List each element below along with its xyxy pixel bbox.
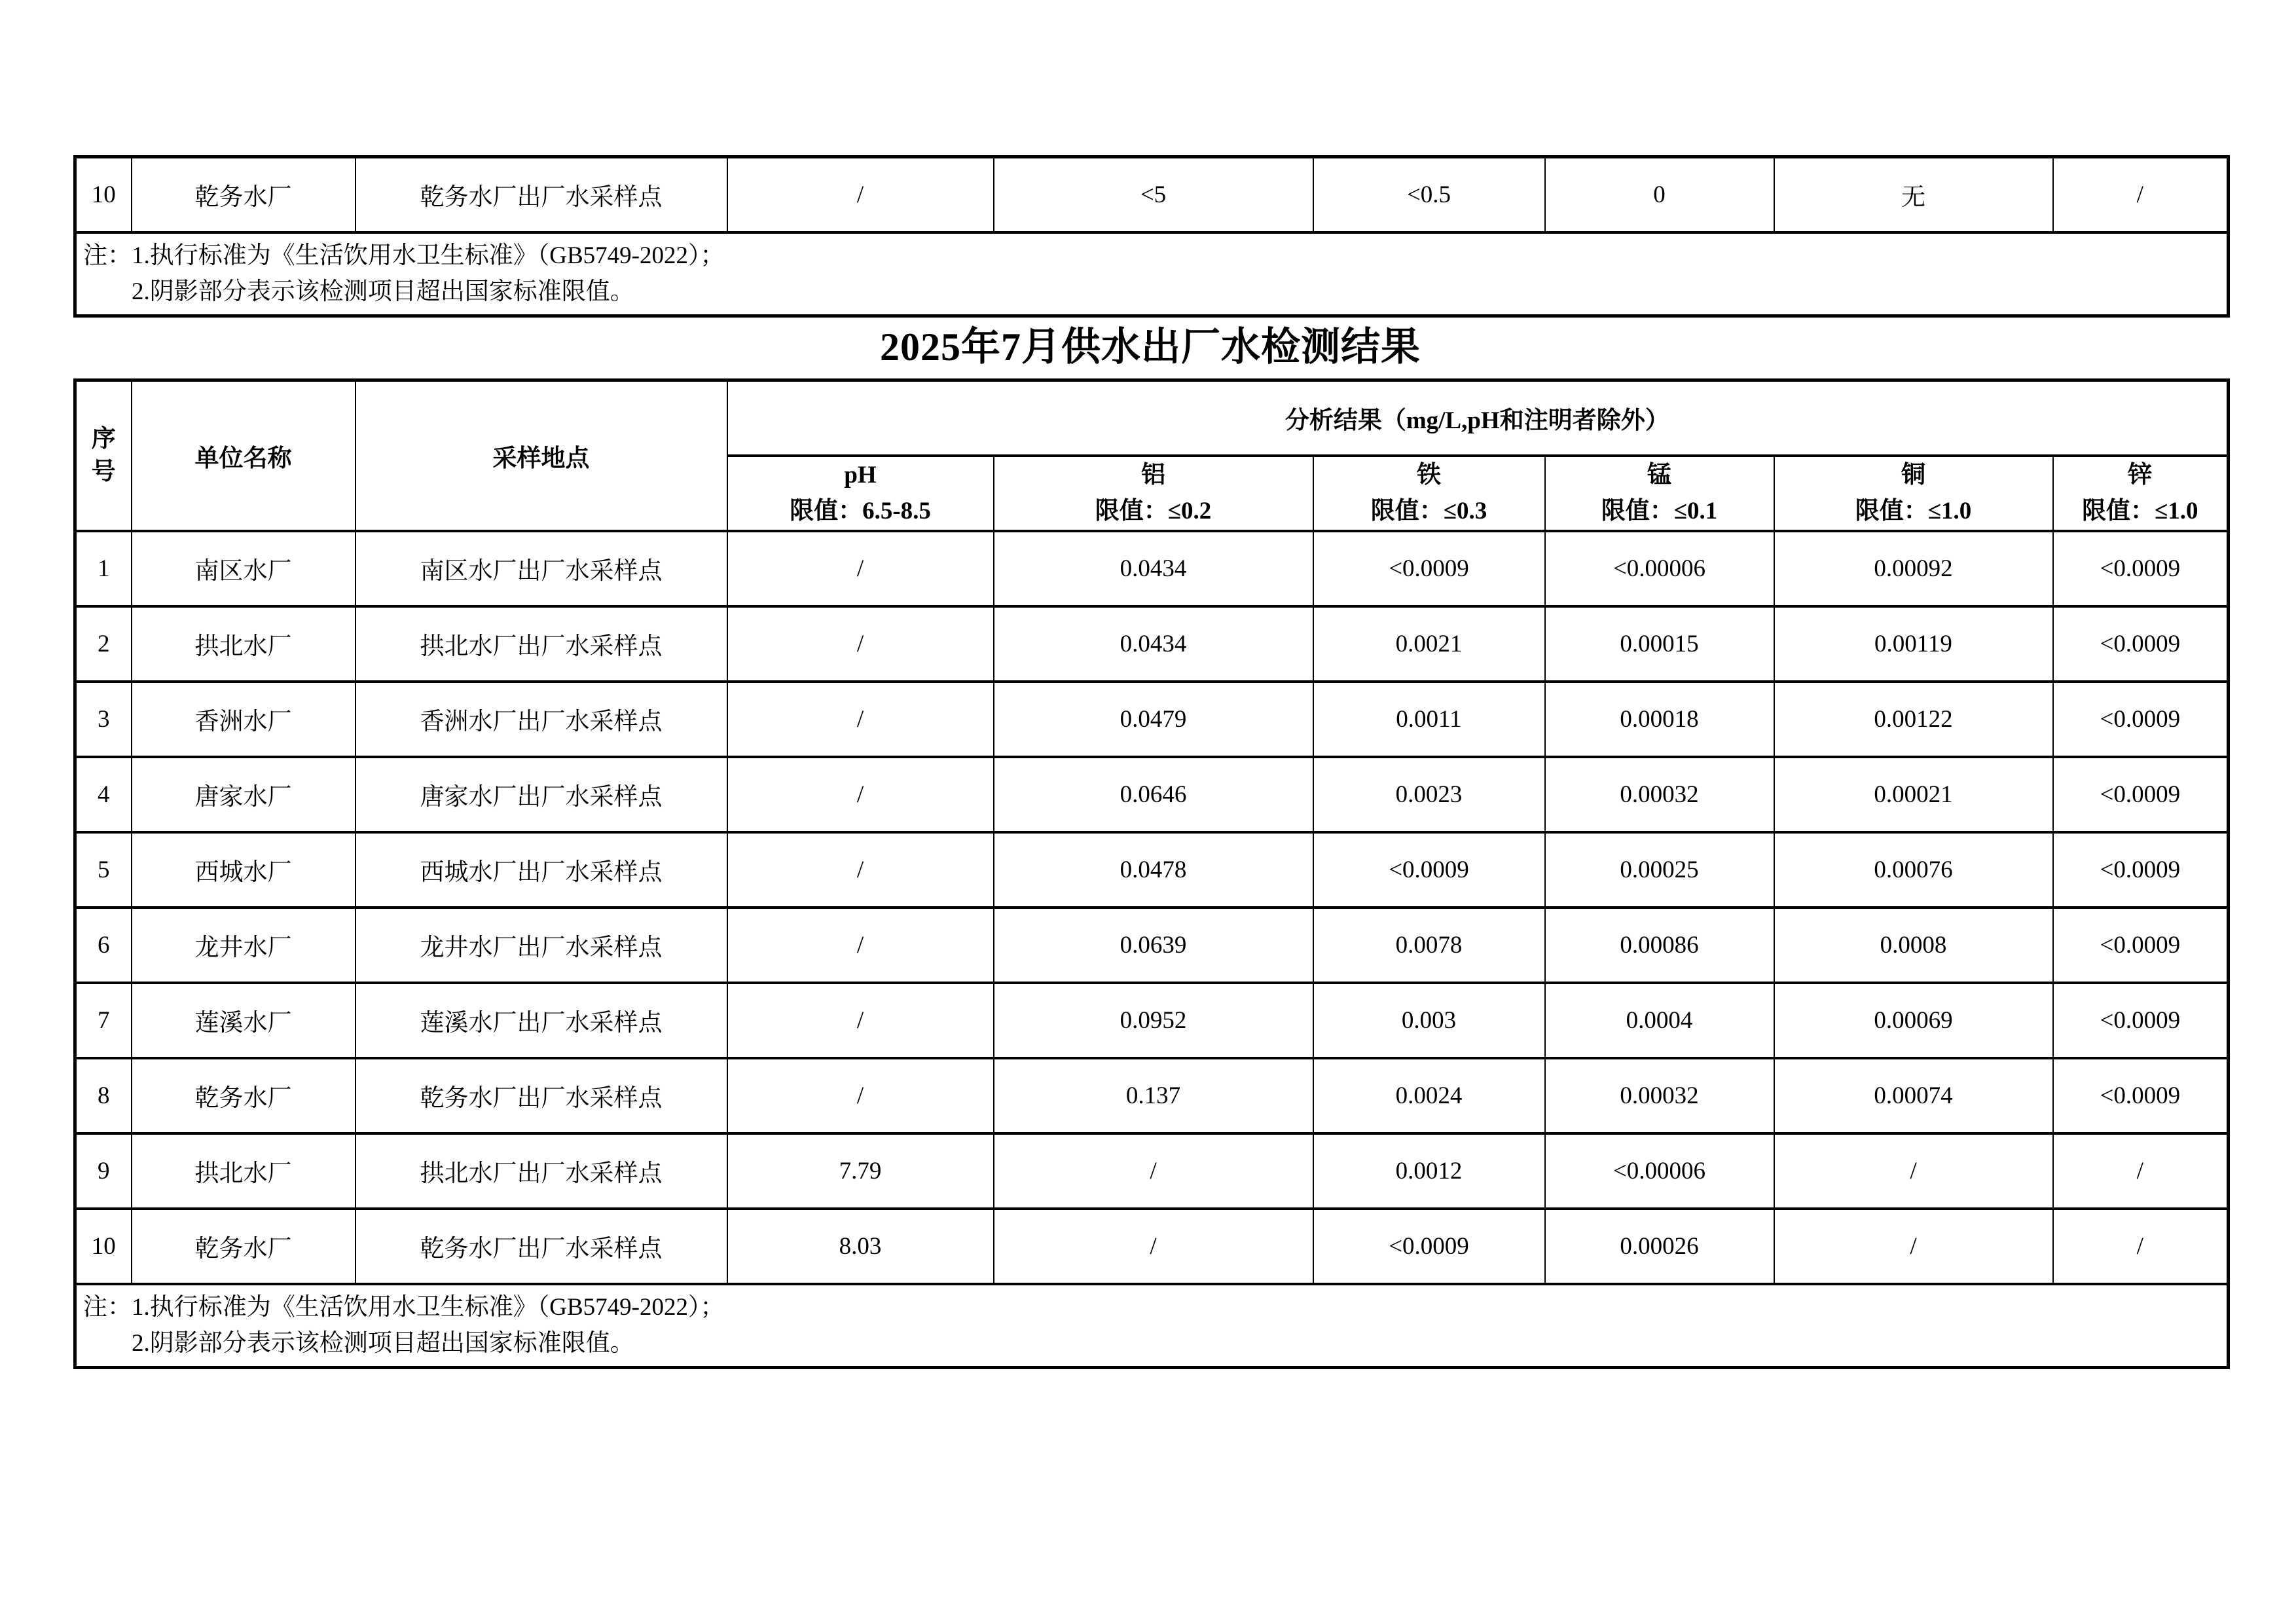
note-line-1: 注：1.执行标准为《生活饮用水卫生标准》（GB5749-2022）； xyxy=(83,1293,725,1321)
cell-copper-value: 0.00021 xyxy=(1774,757,2053,832)
header-row-number xyxy=(75,380,132,531)
cell-copper-value: 0.00076 xyxy=(1774,832,2053,908)
cell-manganese-value: 0.00025 xyxy=(1545,832,1774,908)
cell-row-number: 1 xyxy=(75,531,132,606)
cell-value: <0.5 xyxy=(1313,157,1545,232)
table-row xyxy=(75,908,2229,983)
cell-ph-value: / xyxy=(727,908,994,983)
results-table xyxy=(73,378,2230,1369)
cell-manganese-value: 0.00015 xyxy=(1545,606,1774,682)
cell-copper-value: 0.00122 xyxy=(1774,682,2053,757)
cell-sampling-site: 莲溪水厂出厂水采样点 xyxy=(355,983,727,1058)
cell-sampling-site: 拱北水厂出厂水采样点 xyxy=(355,1133,727,1209)
cell-aluminum-value: 0.0478 xyxy=(994,832,1313,908)
cell-copper-value: / xyxy=(1774,1209,2053,1284)
table-note xyxy=(75,232,2229,316)
cell-zinc-value: <0.0009 xyxy=(2053,757,2229,832)
cell-copper-value: 0.00119 xyxy=(1774,606,2053,682)
param-name: 锰 xyxy=(1647,461,1671,488)
cell-unit-name: 乾务水厂 xyxy=(132,1209,355,1284)
cell-manganese-value: 0.00032 xyxy=(1545,1058,1774,1133)
cell-zinc-value: / xyxy=(2053,1133,2229,1209)
cell-zinc-value: <0.0009 xyxy=(2053,832,2229,908)
cell-aluminum-value: 0.0952 xyxy=(994,983,1313,1058)
cell-row-number: 5 xyxy=(75,832,132,908)
cell-ph-value: / xyxy=(727,983,994,1058)
cell-ph-value: 8.03 xyxy=(727,1209,994,1284)
cell-copper-value: 0.00069 xyxy=(1774,983,2053,1058)
cell-iron-value: <0.0009 xyxy=(1313,1209,1545,1284)
cell-row-number: 6 xyxy=(75,908,132,983)
cell-ph-value: / xyxy=(727,1058,994,1133)
cell-sampling-site: 香洲水厂出厂水采样点 xyxy=(355,682,727,757)
cell-unit-name: 南区水厂 xyxy=(132,531,355,606)
param-limit: 限值：≤0.3 xyxy=(1370,498,1487,524)
header-sampling-site: 采样地点 xyxy=(355,380,727,531)
cell-row-number: 10 xyxy=(75,1209,132,1284)
table-row xyxy=(75,983,2229,1058)
previous-table-continuation xyxy=(73,155,2230,318)
cell-iron-value: 0.0011 xyxy=(1313,682,1545,757)
page-title: 2025年7月供水出厂水检测结果 xyxy=(880,325,1421,369)
cell-aluminum-value: 0.0434 xyxy=(994,531,1313,606)
cell-row-number: 7 xyxy=(75,983,132,1058)
cell-sampling-site: 龙井水厂出厂水采样点 xyxy=(355,908,727,983)
cell-ph-value: / xyxy=(727,757,994,832)
cell-unit-name: 乾务水厂 xyxy=(132,157,355,232)
cell-iron-value: 0.0024 xyxy=(1313,1058,1545,1133)
cell-zinc-value: <0.0009 xyxy=(2053,606,2229,682)
cell-unit-name: 龙井水厂 xyxy=(132,908,355,983)
cell-copper-value: / xyxy=(1774,1133,2053,1209)
cell-value: / xyxy=(727,157,994,232)
cell-value: 无 xyxy=(1774,157,2053,232)
header-param-zinc xyxy=(2053,456,2229,531)
table-row xyxy=(75,531,2229,606)
cell-manganese-value: <0.00006 xyxy=(1545,531,1774,606)
table-row xyxy=(75,1209,2229,1284)
cell-zinc-value: / xyxy=(2053,1209,2229,1284)
table-row xyxy=(75,682,2229,757)
cell-aluminum-value: 0.0479 xyxy=(994,682,1313,757)
header-param-ph xyxy=(727,456,994,531)
cell-unit-name: 莲溪水厂 xyxy=(132,983,355,1058)
cell-copper-value: 0.00074 xyxy=(1774,1058,2053,1133)
param-limit: 限值：≤0.1 xyxy=(1601,498,1718,524)
cell-row-number: 9 xyxy=(75,1133,132,1209)
table-row xyxy=(75,757,2229,832)
cell-aluminum-value: 0.137 xyxy=(994,1058,1313,1133)
cell-value: 0 xyxy=(1545,157,1774,232)
cell-iron-value: 0.0012 xyxy=(1313,1133,1545,1209)
cell-manganese-value: 0.00026 xyxy=(1545,1209,1774,1284)
note-line-2: 2.阴影部分表示该检测项目超出国家标准限值。 xyxy=(132,1330,634,1357)
table-note-row xyxy=(75,1284,2229,1368)
cell-row-number: 10 xyxy=(75,157,132,232)
cell-zinc-value: <0.0009 xyxy=(2053,531,2229,606)
cell-aluminum-value: 0.0639 xyxy=(994,908,1313,983)
header-param-iron xyxy=(1313,456,1545,531)
header-param-copper xyxy=(1774,456,2053,531)
cell-unit-name: 拱北水厂 xyxy=(132,606,355,682)
param-name: 铁 xyxy=(1417,461,1441,488)
table-row xyxy=(75,832,2229,908)
cell-sampling-site: 乾务水厂出厂水采样点 xyxy=(355,1209,727,1284)
cell-sampling-site: 唐家水厂出厂水采样点 xyxy=(355,757,727,832)
cell-ph-value: / xyxy=(727,531,994,606)
cell-iron-value: <0.0009 xyxy=(1313,531,1545,606)
cell-ph-value: / xyxy=(727,606,994,682)
cell-row-number: 3 xyxy=(75,682,132,757)
table-row xyxy=(75,1133,2229,1209)
cell-unit-name: 香洲水厂 xyxy=(132,682,355,757)
param-limit: 限值：6.5-8.5 xyxy=(790,498,931,524)
cell-aluminum-value: 0.0434 xyxy=(994,606,1313,682)
cell-sampling-site: 西城水厂出厂水采样点 xyxy=(355,832,727,908)
cell-iron-value: <0.0009 xyxy=(1313,832,1545,908)
param-limit: 限值：≤1.0 xyxy=(2081,498,2198,524)
table-note-row xyxy=(75,232,2229,316)
header-analysis-group: 分析结果（mg/L,pH和注明者除外） xyxy=(727,380,2229,456)
cell-aluminum-value: / xyxy=(994,1133,1313,1209)
param-name: pH xyxy=(844,461,877,488)
table-row xyxy=(75,606,2229,682)
header-row-number-label: 序号 xyxy=(91,425,116,485)
param-name: 铝 xyxy=(1141,461,1165,488)
param-name: 铜 xyxy=(1901,461,1925,488)
cell-zinc-value: <0.0009 xyxy=(2053,682,2229,757)
cell-sampling-site: 乾务水厂出厂水采样点 xyxy=(355,157,727,232)
cell-ph-value: 7.79 xyxy=(727,1133,994,1209)
table-row xyxy=(75,1058,2229,1133)
header-unit-name: 单位名称 xyxy=(132,380,355,531)
cell-manganese-value: 0.00086 xyxy=(1545,908,1774,983)
cell-manganese-value: 0.00032 xyxy=(1545,757,1774,832)
param-limit: 限值：≤0.2 xyxy=(1095,498,1212,524)
table-note xyxy=(75,1284,2229,1368)
cell-ph-value: / xyxy=(727,832,994,908)
cell-manganese-value: 0.00018 xyxy=(1545,682,1774,757)
cell-manganese-value: 0.0004 xyxy=(1545,983,1774,1058)
param-limit: 限值：≤1.0 xyxy=(1855,498,1972,524)
cell-unit-name: 拱北水厂 xyxy=(132,1133,355,1209)
cell-sampling-site: 南区水厂出厂水采样点 xyxy=(355,531,727,606)
cell-value: <5 xyxy=(994,157,1313,232)
note-line-2: 2.阴影部分表示该检测项目超出国家标准限值。 xyxy=(132,278,634,305)
cell-zinc-value: <0.0009 xyxy=(2053,1058,2229,1133)
cell-sampling-site: 乾务水厂出厂水采样点 xyxy=(355,1058,727,1133)
cell-unit-name: 乾务水厂 xyxy=(132,1058,355,1133)
header-param-manganese xyxy=(1545,456,1774,531)
cell-iron-value: 0.003 xyxy=(1313,983,1545,1058)
cell-copper-value: 0.0008 xyxy=(1774,908,2053,983)
cell-manganese-value: <0.00006 xyxy=(1545,1133,1774,1209)
cell-iron-value: 0.0023 xyxy=(1313,757,1545,832)
cell-sampling-site: 拱北水厂出厂水采样点 xyxy=(355,606,727,682)
cell-iron-value: 0.0078 xyxy=(1313,908,1545,983)
cell-iron-value: 0.0021 xyxy=(1313,606,1545,682)
note-line-1: 注：1.执行标准为《生活饮用水卫生标准》（GB5749-2022）； xyxy=(83,242,725,269)
header-param-aluminum xyxy=(994,456,1313,531)
cell-value: / xyxy=(2053,157,2229,232)
cell-unit-name: 西城水厂 xyxy=(132,832,355,908)
cell-row-number: 2 xyxy=(75,606,132,682)
cell-zinc-value: <0.0009 xyxy=(2053,908,2229,983)
header-row-group xyxy=(75,380,2229,456)
cell-aluminum-value: / xyxy=(994,1209,1313,1284)
cell-aluminum-value: 0.0646 xyxy=(994,757,1313,832)
cell-row-number: 8 xyxy=(75,1058,132,1133)
cell-zinc-value: <0.0009 xyxy=(2053,983,2229,1058)
cell-row-number: 4 xyxy=(75,757,132,832)
cell-copper-value: 0.00092 xyxy=(1774,531,2053,606)
table-row xyxy=(75,157,2229,232)
cell-ph-value: / xyxy=(727,682,994,757)
cell-unit-name: 唐家水厂 xyxy=(132,757,355,832)
param-name: 锌 xyxy=(2128,461,2153,488)
